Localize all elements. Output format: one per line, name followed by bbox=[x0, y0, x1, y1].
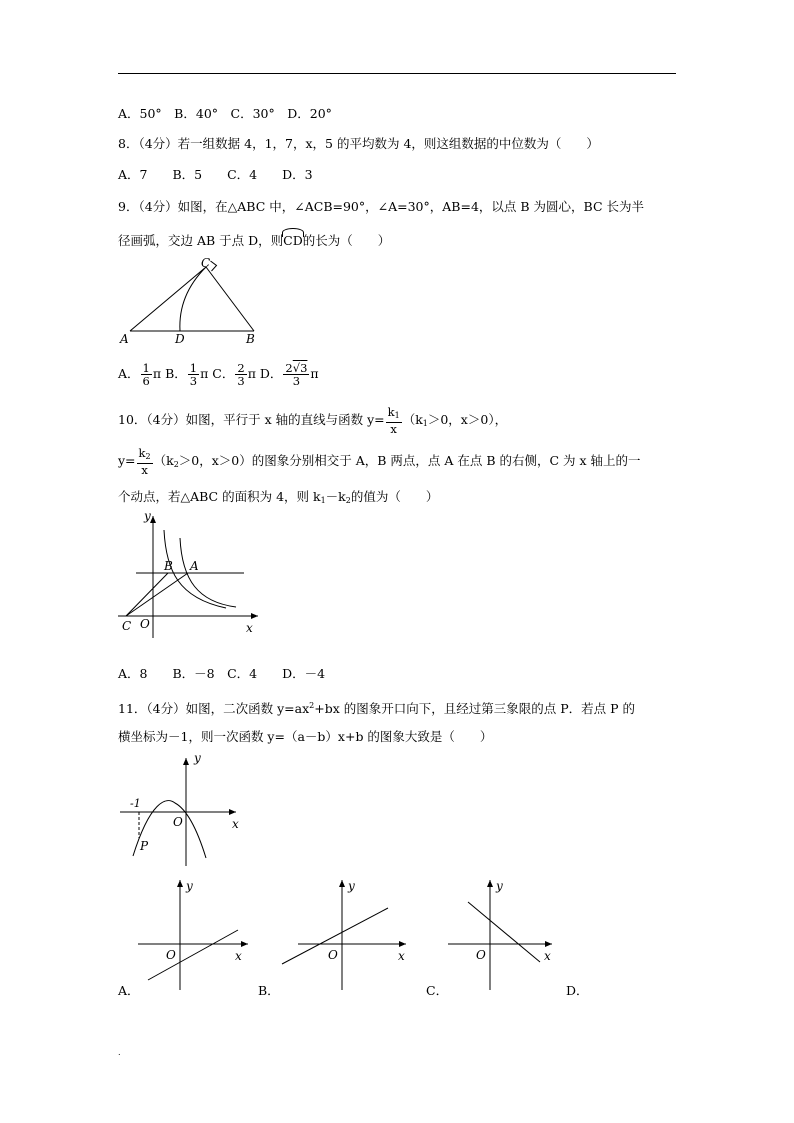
q9-stem-line1: 9．（4分）如图，在△ABC 中，∠ACB=90°，∠A=30°，AB=4，以点 B 为圆心，BC 长为半 bbox=[118, 199, 644, 214]
q10-stem-line3: 个动点，若△ABC 的面积为 4，则 $k_1-k_2$的值为（ ） bbox=[118, 489, 439, 505]
q9-option-c-label: C． bbox=[212, 366, 235, 381]
option-a-label[interactable]: A． bbox=[118, 983, 140, 998]
label-p: P bbox=[140, 839, 149, 853]
axis-y-label: y bbox=[186, 879, 193, 893]
q9-stem2-post: 的长为（ ） bbox=[302, 233, 391, 248]
label-b: B bbox=[164, 559, 173, 573]
label-a: A bbox=[190, 559, 199, 573]
q9-triangle-figure bbox=[118, 255, 268, 350]
q9-stem2-pre: 径画弧，交边 AB 于点 D，则 bbox=[118, 233, 284, 248]
label-x: x bbox=[232, 817, 239, 831]
label-c: C bbox=[201, 256, 211, 270]
q8-stem: 8．（4分）若一组数据 4，1，7，x，5 的平均数为 4，则这组数据的中位数为（ ） bbox=[118, 136, 599, 151]
header-rule bbox=[118, 73, 676, 74]
sqrt-symbol: √3 bbox=[292, 361, 308, 375]
label-c: C bbox=[122, 619, 132, 633]
pi-symbol: π bbox=[200, 366, 209, 381]
q9-options bbox=[118, 360, 319, 388]
pi-symbol: π bbox=[247, 366, 256, 381]
origin-label: O bbox=[328, 948, 338, 962]
fraction-2sqrt3-3: $\frac{2√3}{3}$ bbox=[285, 361, 308, 388]
fraction-k1-x: $\frac{k_1}{x}$ bbox=[387, 405, 400, 436]
label-a: A bbox=[120, 332, 129, 346]
axis-y-label: y bbox=[496, 879, 503, 893]
q10-options: A．8 B．－8 C．4 D．－4 bbox=[118, 666, 326, 681]
q8-options: A．7 B．5 C．4 D．3 bbox=[118, 167, 313, 182]
option-b-graph bbox=[280, 876, 410, 994]
option-a-graph bbox=[130, 876, 255, 994]
q11-parabola-figure bbox=[118, 752, 253, 872]
q9-option-b-label: B． bbox=[165, 366, 187, 381]
label-d: D bbox=[175, 332, 185, 346]
q10-hyperbola-figure bbox=[118, 510, 268, 640]
pi-symbol: π bbox=[152, 366, 162, 381]
q9-option-a-label: A． bbox=[118, 366, 140, 381]
label-x: x bbox=[246, 621, 253, 635]
option-b-label[interactable]: B． bbox=[258, 983, 280, 998]
fraction-k2-x: $\frac{k_2}{x}$ bbox=[138, 446, 151, 477]
axis-x-label: x bbox=[398, 949, 405, 963]
label-o: O bbox=[140, 617, 150, 631]
q10-stem-line2: y= $\frac{k_2}{x}$ （$k_2>0$，x＞0）的图象分别相交于 A，B 两点，点 A 在点 B 的右侧，C 为 x 轴上的一 bbox=[118, 446, 641, 477]
label-b: B bbox=[246, 332, 255, 346]
q9-option-d-label: D． bbox=[259, 366, 283, 381]
label-y: y bbox=[194, 752, 201, 765]
fraction-2-3: $\frac{2}{3}$ bbox=[237, 361, 245, 388]
q11-stem-line2: 横坐标为－1，则一次函数 y=（a－b）x+b 的图象大致是（ ） bbox=[118, 729, 493, 744]
fraction-1-6: $\frac{1}{6}$ bbox=[142, 361, 150, 388]
arc-cd-symbol: CD bbox=[283, 233, 303, 248]
fraction-1-3: $\frac{1}{3}$ bbox=[189, 361, 198, 388]
q10-stem-line1: 10．（4分）如图，平行于 x 轴的直线与函数 y= $\frac{k_1}{x}$ （$k_1>0$，x＞0）， bbox=[118, 405, 508, 436]
label-y: y bbox=[144, 510, 151, 523]
axis-x-label: x bbox=[544, 949, 551, 963]
q9-stem-line2 bbox=[118, 231, 390, 249]
pi-symbol: π bbox=[310, 366, 319, 381]
axis-x-label: x bbox=[235, 949, 242, 963]
footer-dot: . bbox=[118, 1048, 121, 1057]
option-d-label[interactable]: D． bbox=[566, 983, 589, 998]
origin-label: O bbox=[476, 948, 486, 962]
origin-label: O bbox=[166, 948, 176, 962]
option-c-label[interactable]: C． bbox=[426, 983, 449, 998]
label-neg1: -1 bbox=[130, 797, 141, 810]
option-c-graph bbox=[440, 876, 565, 994]
axis-y-label: y bbox=[348, 879, 355, 893]
label-o: O bbox=[173, 815, 183, 829]
q7-options: A．50° B．40° C．30° D．20° bbox=[118, 106, 332, 121]
q11-stem-line1: 11．（4分）如图，二次函数 $y=ax^2+bx$ 的图象开口向下，且经过第三象限的点 P．若点 P 的 bbox=[118, 701, 635, 716]
